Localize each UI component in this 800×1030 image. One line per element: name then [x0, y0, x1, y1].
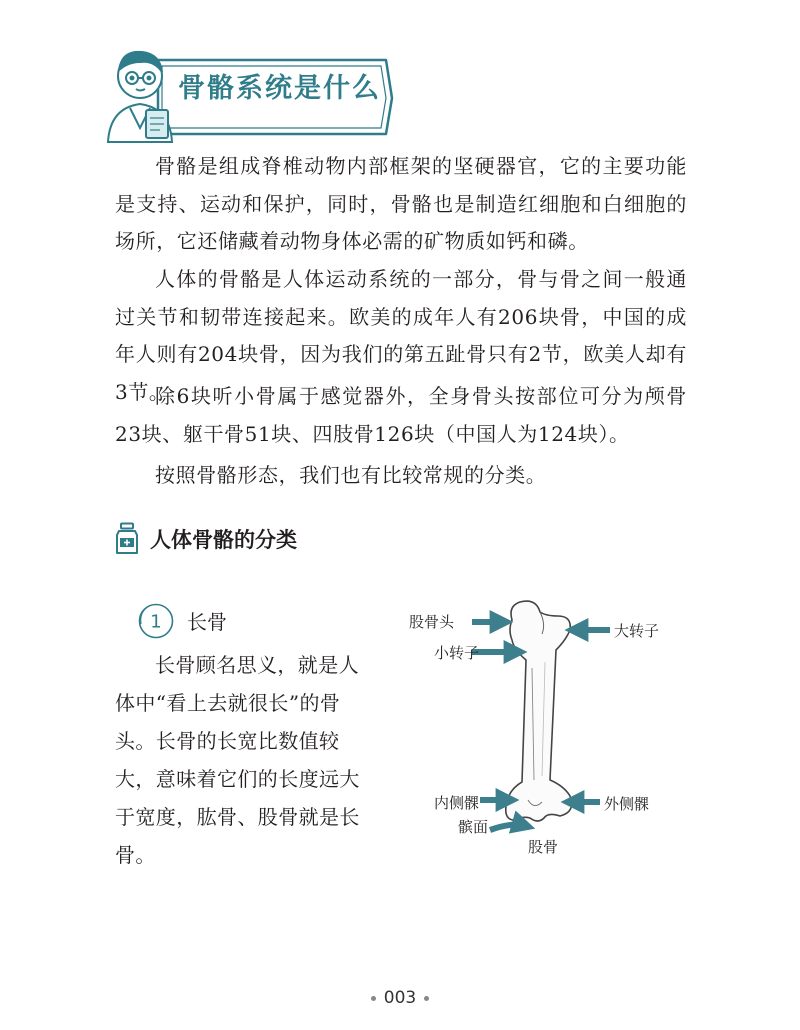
label-lesser-trochanter: 小转子 [434, 644, 480, 662]
section-title: 人体骨骼的分类 [150, 528, 297, 552]
medicine-bottle-icon [114, 522, 140, 556]
page-number: 003 [383, 988, 417, 1008]
label-femoral-head: 股骨头 [409, 613, 455, 631]
figure-caption: 股骨 [528, 838, 559, 856]
paragraph-classification-intro: 按照骨骼形态，我们也有比较常规的分类。 [155, 463, 547, 487]
paragraph-long-bone: 长骨顾名思义，就是人体中“看上去就很长”的骨头。长骨的长宽比数值较大，意味着它们的长度远大于宽度，肱骨、股骨就是长骨。 [115, 653, 360, 867]
footer-dot-icon [424, 996, 429, 1001]
label-greater-trochanter: 大转子 [614, 622, 660, 640]
label-lateral-condyle: 外侧髁 [604, 795, 650, 813]
footer-dot-icon [371, 996, 376, 1001]
svg-text:1: 1 [150, 611, 162, 633]
paragraph-bone-groups: 除6块听小骨属于感觉器外，全身骨头按部位可分为颅骨23块、躯干骨51块、四肢骨126块（中国人为124块）。 [115, 384, 687, 446]
label-medial-condyle: 内侧髁 [434, 794, 480, 812]
page-title: 骨骼系统是什么 [178, 73, 381, 104]
femur-bone [506, 601, 572, 821]
paragraph-definition: 骨骼是组成脊椎动物内部框架的坚硬器官，它的主要功能是支持、运动和保护，同时，骨骼也是制造红细胞和白细胞的场所，它还储藏着动物身体必需的矿物质如钙和磷。 [115, 154, 687, 253]
label-patellar-surface: 髌面 [458, 818, 489, 836]
paragraph-bone-count: 人体的骨骼是人体运动系统的一部分，骨与骨之间一般通过关节和韧带连接起来。欧美的成年人有206块骨，中国的成年人则有204块骨，因为我们的第五趾骨只有2节，欧美人却有3节。 [115, 267, 687, 404]
page-footer [0, 988, 800, 1008]
number-badge [137, 602, 175, 640]
subsection-title: 长骨 [187, 610, 227, 634]
